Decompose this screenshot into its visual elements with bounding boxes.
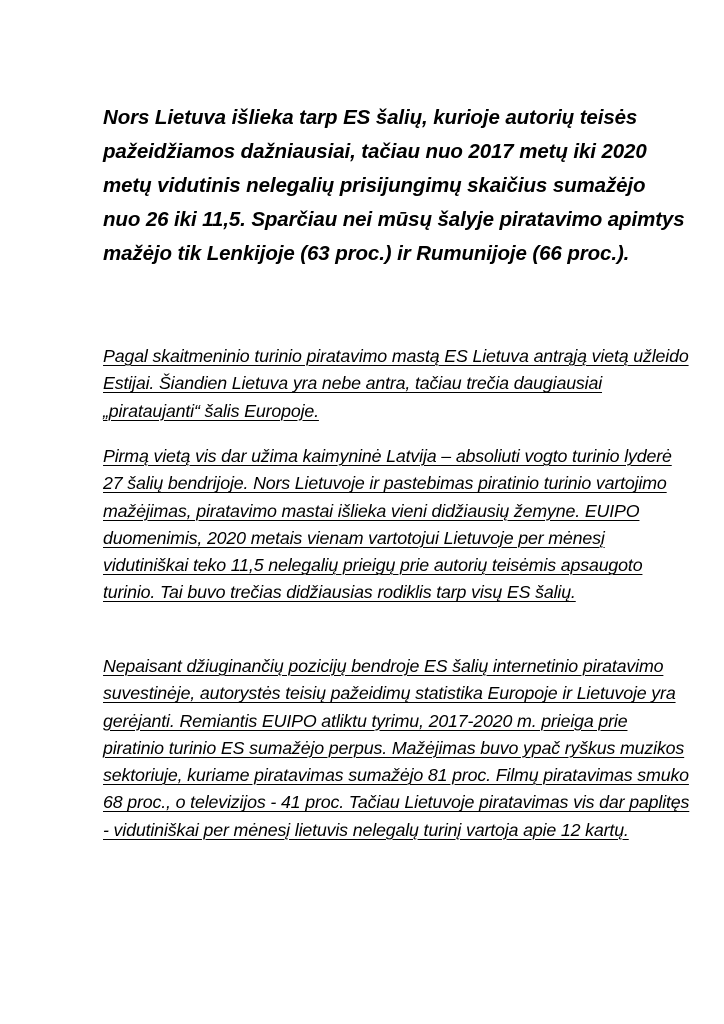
body-paragraph-ranking: Pagal skaitmeninio turinio piratavimo mastą ES Lietuva antrąją vietą užleido Estijai. Šiandien Lietuva yra nebe antra, tačiau trečia daugiausiai „pirataujanti“ šalis Europoje.	[103, 346, 689, 421]
body-paragraph-latvia: Pirmą vietą vis dar užima kaimyninė Latvija – absoliuti vogto turinio lyderė 27 šalių bendrijoje. Nors Lietuvoje ir pastebimas piratinio turinio vartojimo mažėjimas, piratavimo mastai išlieka vieni didžiausių žemyne. EUIPO duomenimis, 2020 metais vienam vartotojui Lietuvoje per mėnesį vidutiniškai teko 11,5 nelegalių prieigų prie autorių teisėmis apsaugoto turinio. Tai buvo trečias didžiausias rodiklis tarp visų ES šalių.	[103, 446, 672, 603]
lead-paragraph: Nors Lietuva išlieka tarp ES šalių, kurioje autorių teisės pažeidžiamos dažniausiai, tačiau nuo 2017 metų iki 2020 metų vidutinis nelegalių prisijungimų skaičius sumažėjo nuo 26 iki 11,5. Sparčiau nei mūsų šalyje piratavimo apimtys mažėjo tik Lenkijoje (63 proc.) ir Rumunijoje (66 proc.).	[103, 106, 685, 265]
body-paragraph-statistics: Nepaisant džiuginančių pozicijų bendroje ES šalių internetinio piratavimo suvestinėje, autorystės teisių pažeidimų statistika Europoje ir Lietuvoje yra gerėjanti. Remiantis EUIPO atliktu tyrimu, 2017-2020 m. prieiga prie piratinio turinio ES sumažėjo perpus. Mažėjimas buvo ypač ryškus muzikos sektoriuje, kuriame piratavimas sumažėjo 81 proc. Filmų piratavimas smuko 68 proc., o televizijos - 41 proc. Tačiau Lietuvoje piratavimas vis dar paplitęs - vidutiniškai per mėnesį lietuvis nelegalų turinį vartoja apie 12 kartų.	[103, 656, 690, 840]
